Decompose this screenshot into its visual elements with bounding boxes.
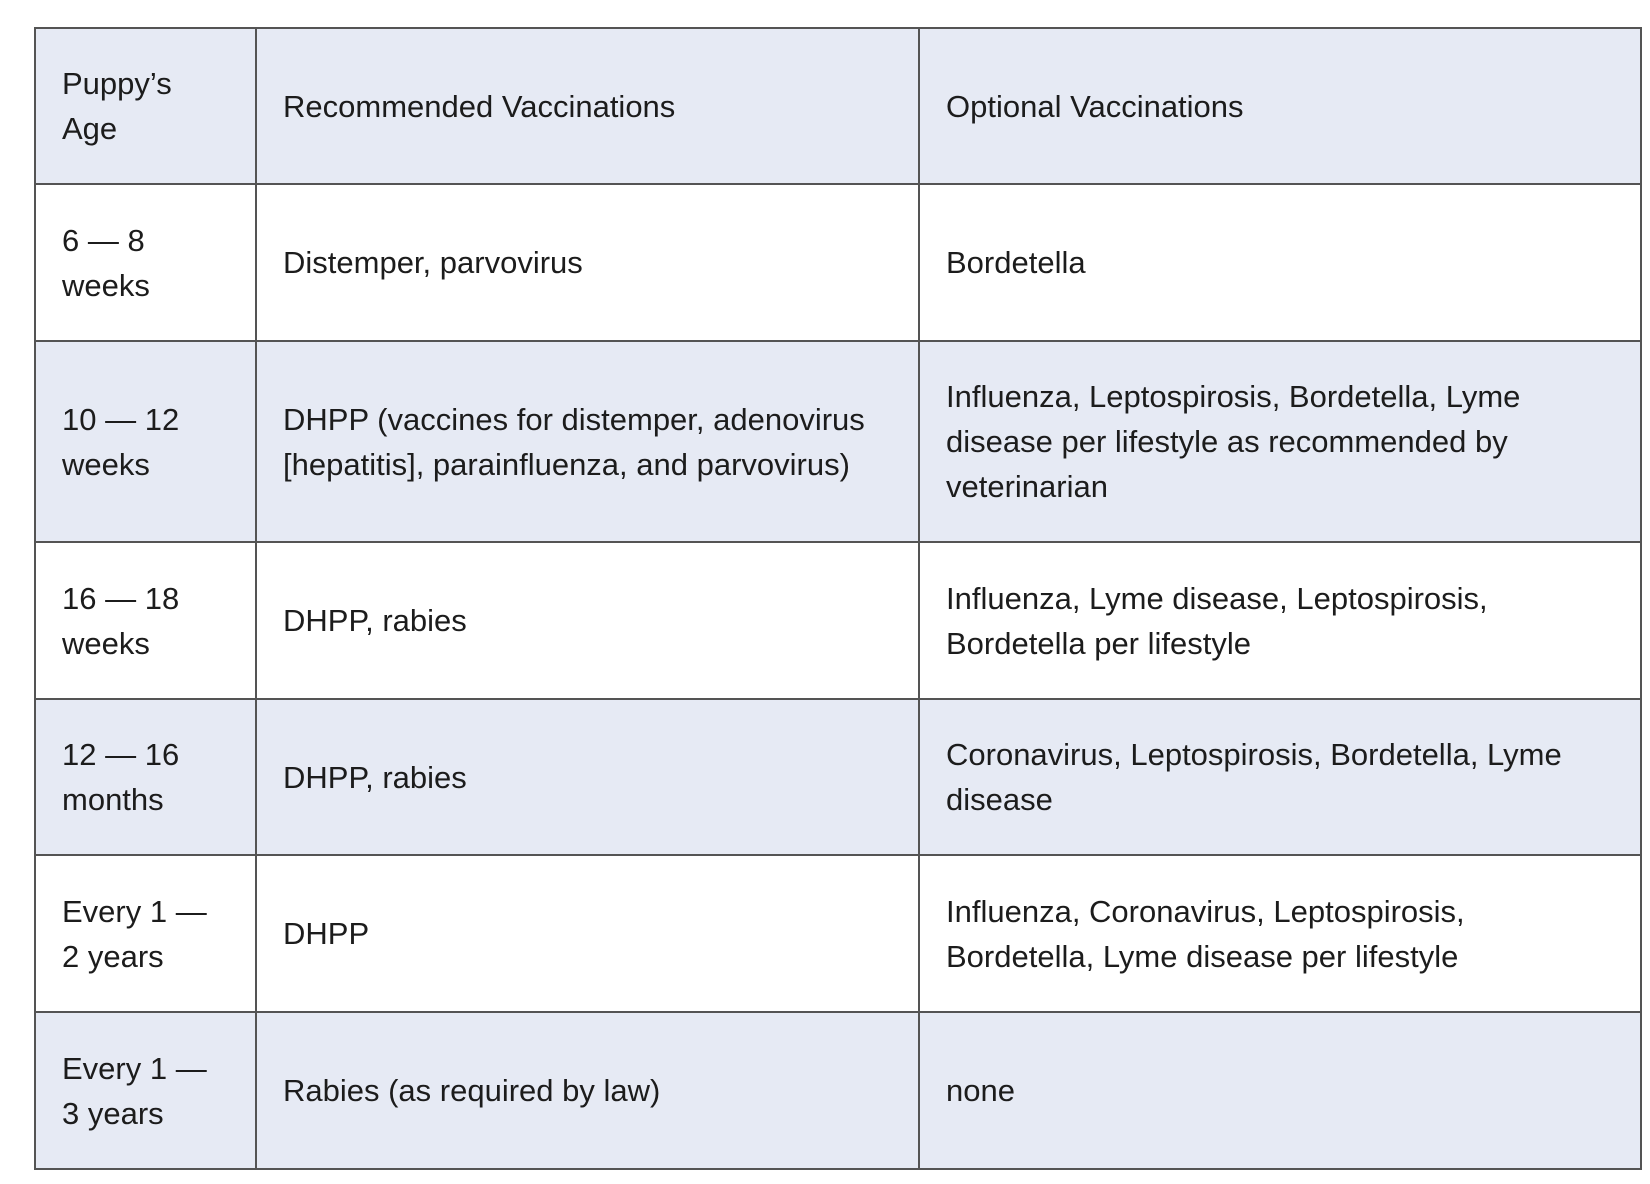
optional-cell — [919, 699, 1641, 855]
recommended-text: DHPP — [283, 916, 370, 951]
table-row — [35, 341, 1641, 542]
age-text: 12 — 16 months — [62, 737, 180, 817]
recommended-cell — [256, 184, 919, 341]
optional-text: Coronavirus, Leptospirosis, Bordetella, Lyme disease — [946, 737, 1562, 817]
header-cell-optional — [919, 28, 1641, 184]
recommended-cell — [256, 1012, 919, 1169]
optional-cell — [919, 341, 1641, 542]
recommended-text: DHPP (vaccines for distemper, adenovirus [hepatitis], parainfluenza, and parvovirus) — [283, 401, 865, 482]
optional-text: Influenza, Leptospirosis, Bordetella, Lyme disease per lifestyle as recommended by veterinarian — [946, 379, 1521, 504]
optional-text: Bordetella — [946, 245, 1086, 280]
vaccination-schedule-table — [34, 27, 1642, 1170]
optional-cell — [919, 1012, 1641, 1169]
optional-text: none — [946, 1073, 1015, 1108]
age-cell — [35, 341, 256, 542]
table-row — [35, 542, 1641, 699]
age-text: 16 — 18 weeks — [62, 580, 180, 661]
age-cell — [35, 699, 256, 855]
table-row — [35, 184, 1641, 341]
recommended-cell — [256, 855, 919, 1012]
table-row — [35, 699, 1641, 855]
optional-cell — [919, 855, 1641, 1012]
recommended-cell — [256, 699, 919, 855]
header-recommended-label: Recommended Vaccinations — [283, 88, 676, 124]
recommended-text: DHPP, rabies — [283, 603, 467, 638]
header-cell-age — [35, 28, 256, 184]
table-header-row — [35, 28, 1641, 184]
header-age-label: Puppy’s Age — [62, 66, 172, 146]
recommended-cell — [256, 542, 919, 699]
age-text: 6 — 8 weeks — [62, 222, 150, 303]
table-row — [35, 855, 1641, 1012]
table-row — [35, 1012, 1641, 1169]
age-cell — [35, 542, 256, 699]
header-cell-recommended — [256, 28, 919, 184]
optional-cell — [919, 542, 1641, 699]
age-cell — [35, 1012, 256, 1169]
recommended-text: Rabies (as required by law) — [283, 1073, 661, 1108]
age-text: Every 1 — 2 years — [62, 893, 207, 974]
age-text: Every 1 — 3 years — [62, 1050, 207, 1131]
age-cell — [35, 855, 256, 1012]
optional-cell — [919, 184, 1641, 341]
recommended-text: DHPP, rabies — [283, 759, 467, 795]
age-text: 10 — 12 weeks — [62, 401, 180, 482]
header-optional-label: Optional Vaccinations — [946, 88, 1244, 124]
age-cell — [35, 184, 256, 341]
optional-text: Influenza, Coronavirus, Leptospirosis, Bordetella, Lyme disease per lifestyle — [946, 893, 1465, 974]
recommended-cell — [256, 341, 919, 542]
optional-text: Influenza, Lyme disease, Leptospirosis, Bordetella per lifestyle — [946, 580, 1488, 661]
recommended-text: Distemper, parvovirus — [283, 245, 583, 280]
